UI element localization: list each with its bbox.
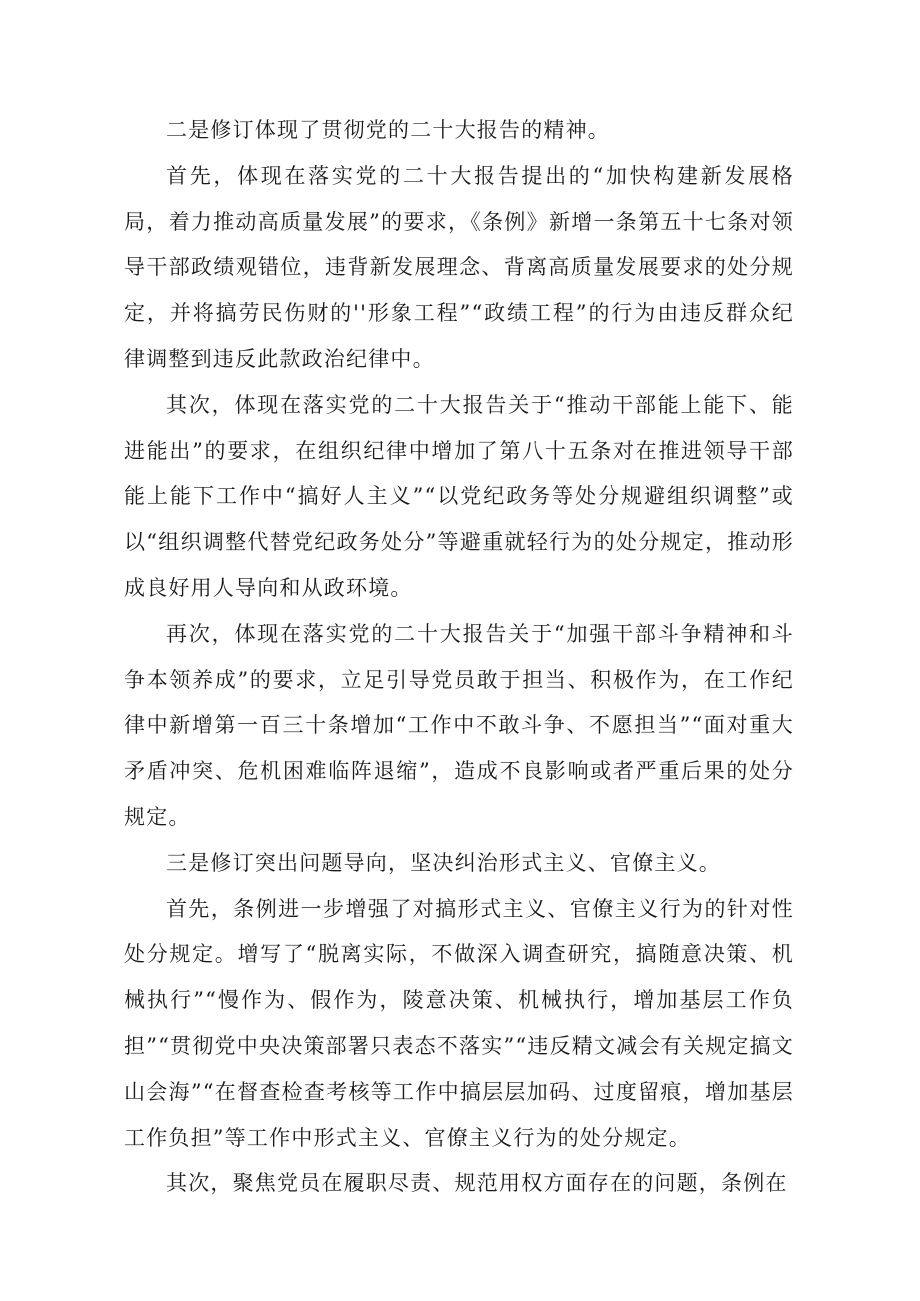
- paragraph-7: 其次，聚焦党员在履职尽责、规范用权方面存在的问题，条例在: [166, 1171, 788, 1196]
- paragraph-3: 其次，体现在落实党的二十大报告关于“推动干部能上能下、能进能出”的要求，在组织纪律中增加了第八十五条对在推进领导干部能上能下工作中“搞好人主义”“以党纪政务等处分规避组织调整”或以“组织调整代替党纪政务处分”等避重就轻行为的处分规定，推动形成良好用人导向和从政环境。: [124, 392, 794, 600]
- paragraph-5: 三是修订突出问题导向，坚决纠治形式主义、官僚主义。: [166, 850, 721, 875]
- document-body: [124, 108, 794, 1207]
- paragraph-1: 二是修订体现了贯彻党的二十大报告的精神。: [166, 118, 610, 142]
- paragraph-2: 首先，体现在落实党的二十大报告提出的“加快构建新发展格局，着力推动高质量发展”的要求，《条例》新增一条第五十七条对领导干部政绩观错位，违背新发展理念、背离高质量发展要求的处分规定，并将搞劳民伤财的''形象工程”“政绩工程”的行为由违反群众纪律调整到违反此款政治纪律中。: [124, 163, 794, 371]
- paragraph-6: 首先，条例进一步增强了对搞形式主义、官僚主义行为的针对性处分规定。增写了“脱离实际，不做深入调查研究，搞随意决策、机械执行”“慢作为、假作为，陵意决策、机械执行，增加基层工作负担”“贯彻党中央决策部署只表态不落实”“违反精文减会有关规定搞文山会海”“在督查检查考核等工作中搞层层加码、过度留痕，增加基层工作负担”等工作中形式主义、官僚主义行为的处分规定。: [124, 896, 794, 1150]
- paragraph-4: 再次，体现在落实党的二十大报告关于“加强干部斗争精神和斗争本领养成”的要求，立足引导党员敢于担当、积极作为，在工作纪律中新增第一百三十条增加“工作中不敢斗争、不愿担当”“面对重大矛盾冲突、危机困难临阵退缩”，造成不良影响或者严重后果的处分规定。: [124, 621, 794, 829]
